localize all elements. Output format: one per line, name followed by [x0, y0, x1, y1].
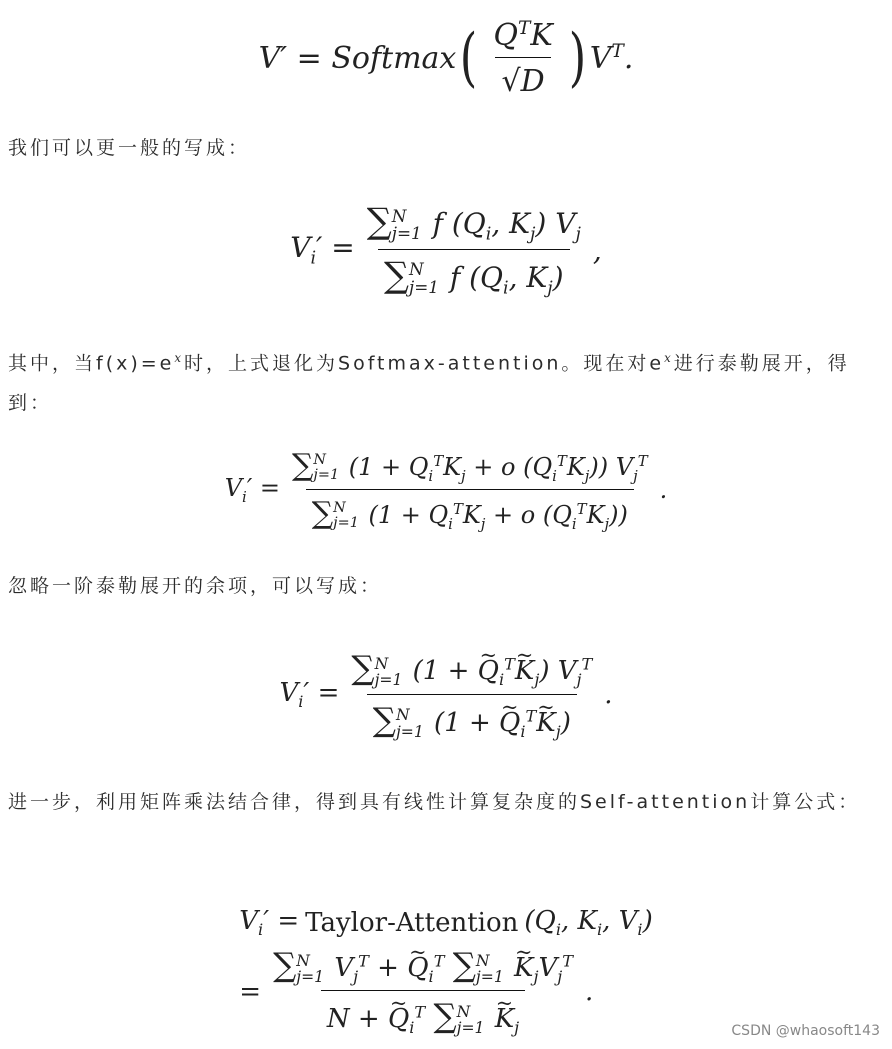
equation-softmax-attention: V′ = Softmax ( $\frac{Q^TK}{√D}$ ) $V^T$. [258, 17, 634, 99]
equation-first-order: $V_i'$ = ∑ N j=1 (1 + ~ $Q_i^T\sim$ $K_j$) $V_j^T$ ∑ N j=1 (1 + ~ $Q_i^T\sim$ $K_j$) . [0, 640, 892, 750]
equation-taylor-attention: $V_i'$ = Taylor-Attention ($Q_i$, $K_i$, $V_i$) = ∑ N j=1 $V_j^T$ + ~ $Q_i^T$ ∑ N j=1 ~ $K_jV_j^T$ N + ~ $Q_i^T$ ∑ N j=1 ~ $K_j$ . [0, 900, 892, 1040]
paragraph-taylor-expansion: 其中，当$f(x)=e^x$时，上式退化为Softmax-attention。现在对$e^x$进行泰勒展开，得到： [8, 351, 850, 415]
paragraph-linear-complexity: 进一步，利用矩阵乘法结合律，得到具有线性计算复杂度的Self-attention计算公式： [8, 791, 861, 813]
watermark: CSDN @whaosoft143 [731, 1023, 880, 1039]
paragraph-ignore-remainder: 忽略一阶泰勒展开的余项，可以写成： [8, 575, 383, 597]
paragraph-general-form: 我们可以更一般的写成： [8, 137, 251, 159]
equation-general-attention: $V_i'$ = ∑ N j=1 f ($Q_i$, $K_j$) $V_j$ ∑ N j=1 f ($Q_i$, $K_j$) , [290, 201, 602, 299]
equation-taylor-expanded: $V_i'$ = ∑ N j=1 ($1 + Q_i^TK_j + o$ $(Q_i^TK_j)$) $V_j^T$ ∑ N j=1 ($1 + Q_i^TK_j + o$ $(Q_i^TK_j)$) . [224, 447, 668, 533]
